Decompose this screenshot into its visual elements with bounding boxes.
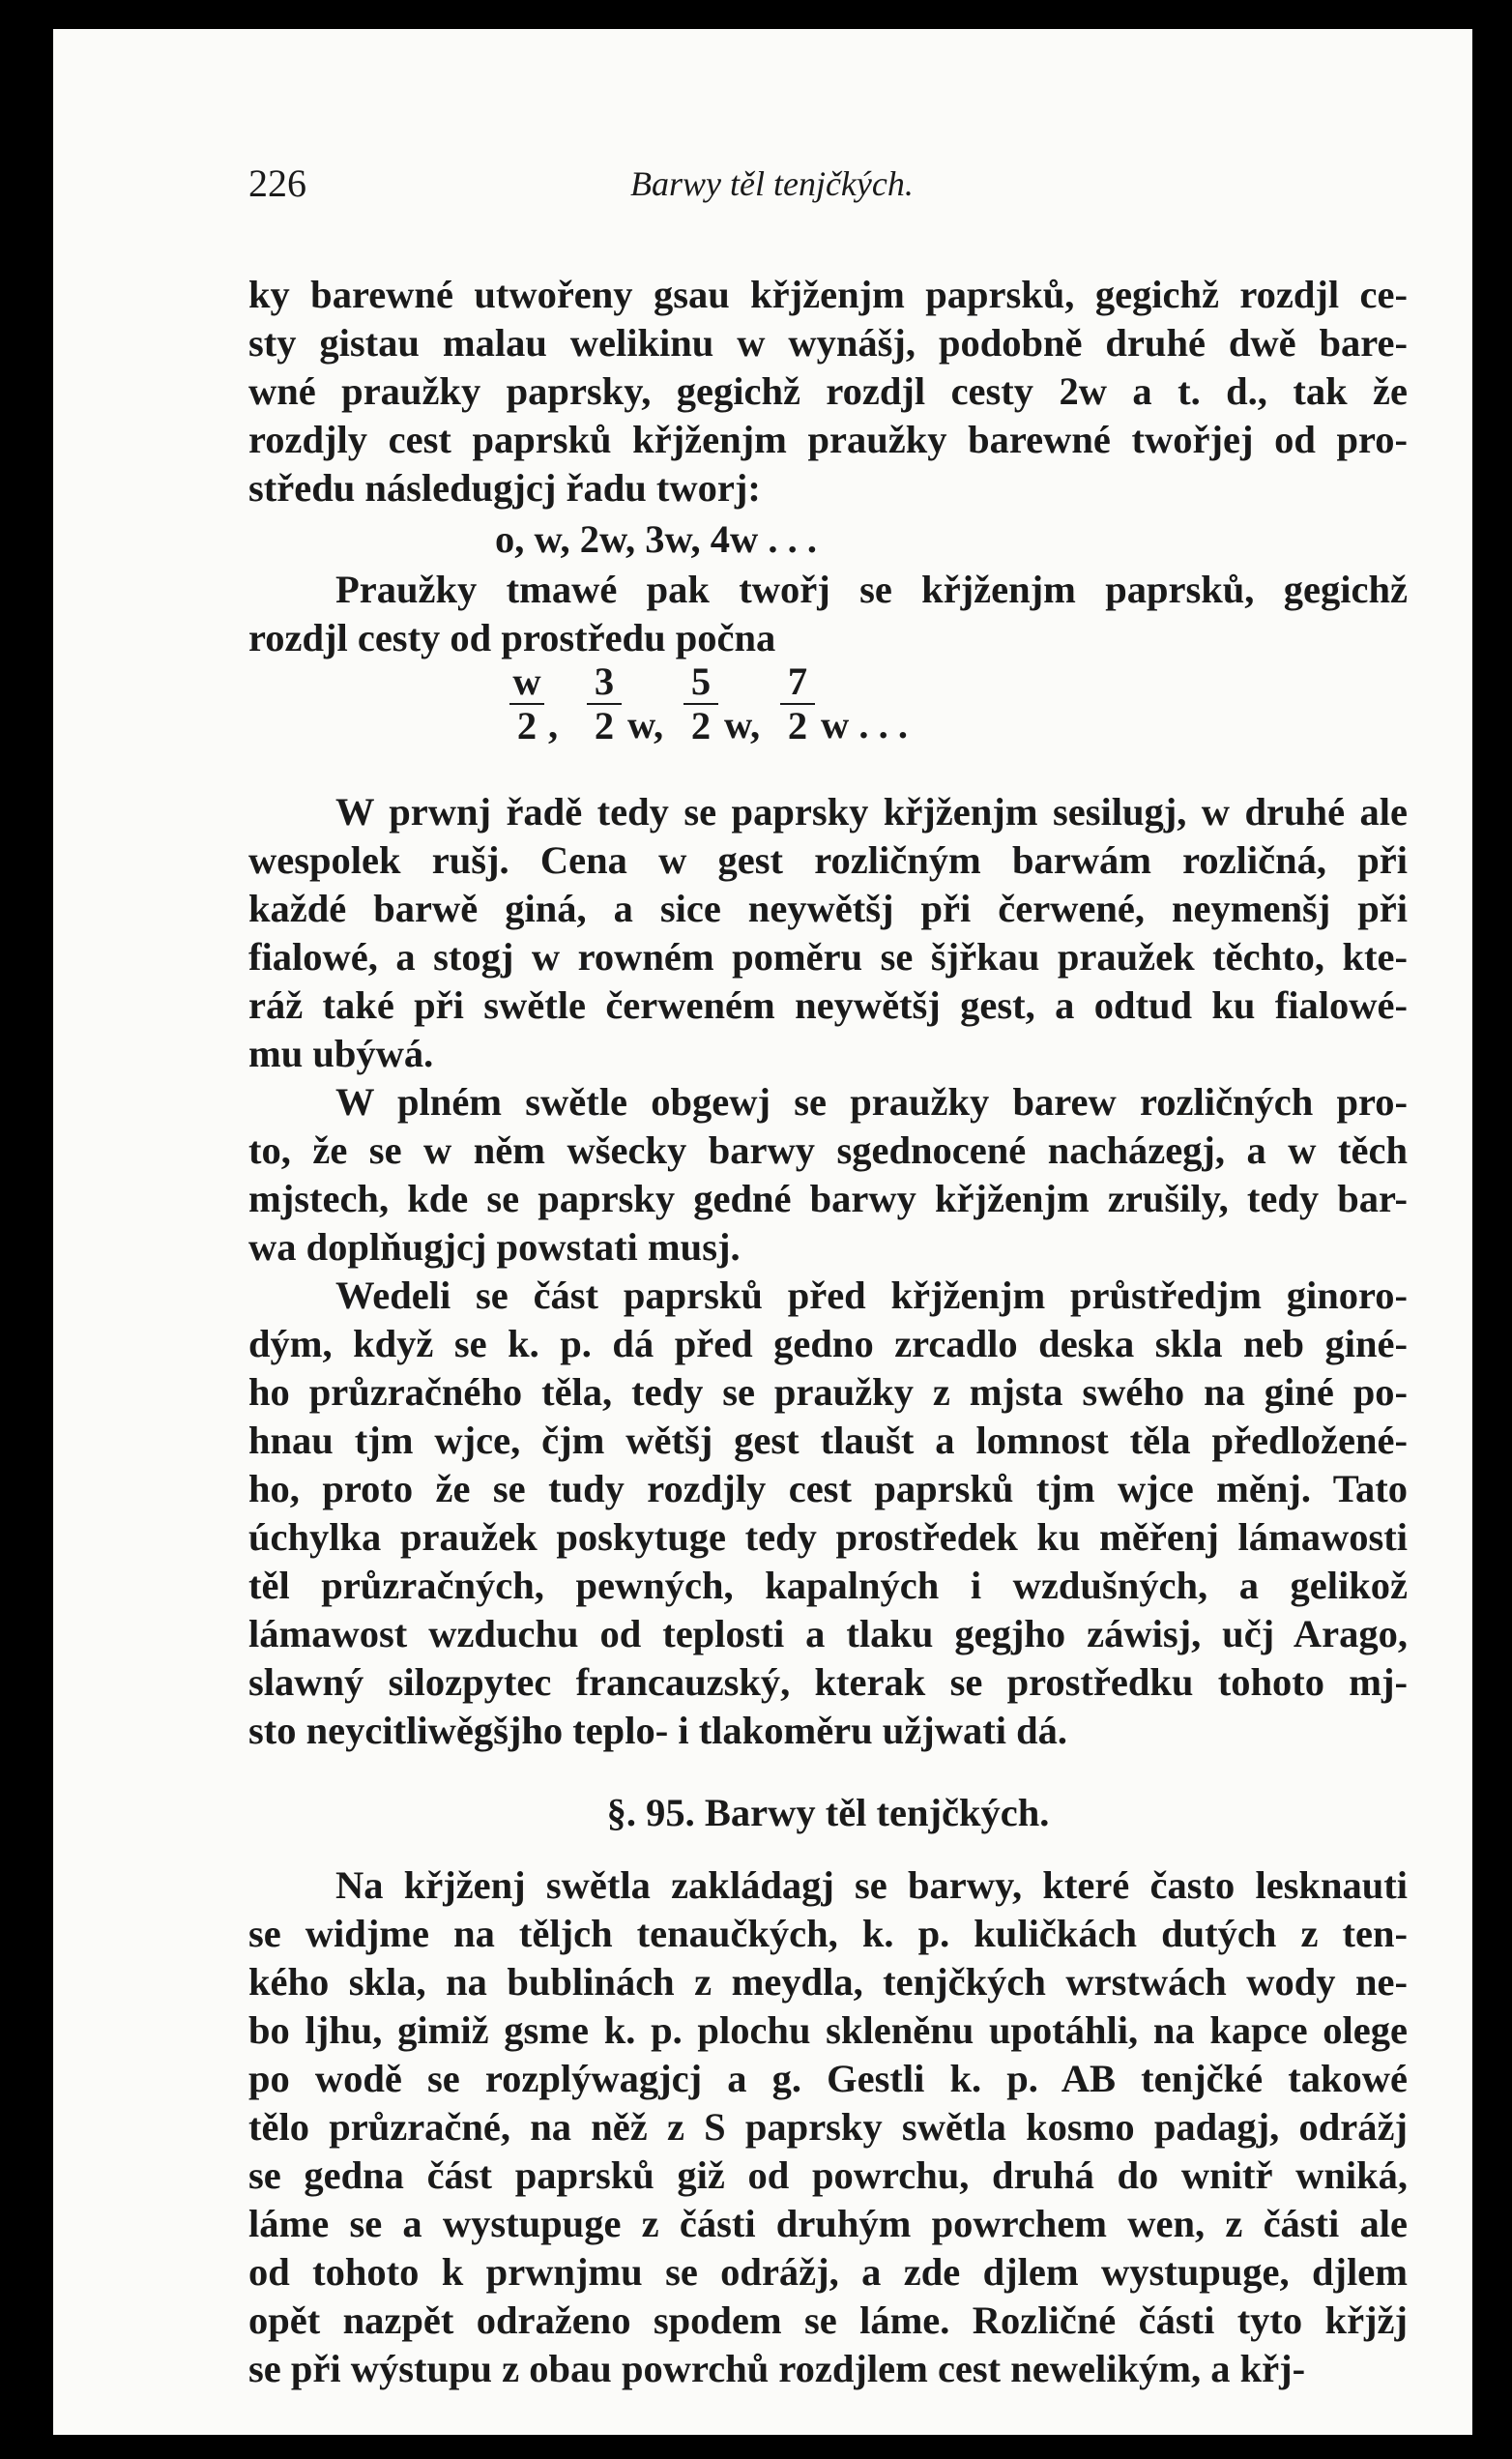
book-page [53, 29, 1472, 2435]
fraction-numerator: w [512, 659, 541, 703]
text-line: Na křjženj swětla zakládagj se barwy, které často lesknauti [335, 1863, 1408, 1907]
text-line: slawný silozpytec francauzský, kterak se prostředku tohoto mj- [248, 1660, 1408, 1704]
text-line: mjstech, kde se paprsky gedné barwy křjženjm zrušily, tedy bar- [248, 1177, 1408, 1220]
text-line: středu následugjcj řadu tworj: [248, 466, 761, 510]
text-line: se při wýstupu z obau powrchů rozdjlem cest newelikým, a křj- [248, 2347, 1306, 2390]
fraction-numerator: 3 [594, 659, 615, 703]
text-line: tělo průzračné, na něž z S paprsky swětla kosmo padagj, odrážj [248, 2105, 1408, 2149]
text-line: ráž také při swětle čerweném neywětšj gest, a odtud ku fialowé- [248, 983, 1408, 1027]
text-line: se gedna část paprsků giž od powrchu, druhá do wnitř wniká, [248, 2153, 1408, 2197]
section-heading: §. 95. Barwy těl tenjčkých. [606, 1791, 1050, 1834]
fraction-numerator: 5 [690, 659, 712, 703]
paragraph-2 [248, 566, 1408, 662]
fraction-denominator: 2 [516, 704, 538, 747]
fraction-denominator: 2 [690, 704, 712, 747]
fraction-1 [509, 659, 544, 747]
page-body [248, 271, 1408, 2393]
text-line: kého skla, na bublinách z meydla, tenjčkých wrstwách wody ne- [248, 1960, 1408, 2004]
fraction-3 [683, 659, 718, 747]
text-line: hnau tjm wjce, čjm wětšj gest tlaušt a lomnost těla předložené- [248, 1419, 1408, 1462]
text-line: lámawost wzduchu od teplosti a tlaku gegjho záwisj, učj Arago, [248, 1612, 1408, 1655]
fraction-tail: w . . . [821, 703, 908, 746]
text-line: sto neycitliwěgšjho teplo- i tlakoměru užjwati dá. [248, 1709, 1068, 1752]
text-line: po wodě se rozplýwagjcj a g. Gestli k. p. AB tenjčké takowé [248, 2057, 1408, 2100]
text-line: W prwnj řadě tedy se paprsky křjženjm sesilugj, w druhé ale [335, 790, 1408, 834]
fraction-series [509, 659, 1408, 788]
fraction-numerator: 7 [787, 659, 808, 703]
text-line: úchylka praužek poskytuge tedy prostředek ku měřenj lámawosti [248, 1515, 1408, 1559]
text-line: každé barwě giná, a sice neywětšj při čerwené, neymenšj při [248, 887, 1408, 930]
fraction-tail: w, [627, 703, 664, 746]
page-number: 226 [248, 161, 306, 205]
page-text-block [248, 161, 1408, 2390]
text-line: ho průzračného těla, tedy se praužky z mjsta swého na giné po- [248, 1370, 1408, 1414]
text-line: rozdjl cesty od prostředu počna [248, 616, 776, 659]
running-title: Barwy těl tenjčkých. [630, 164, 914, 203]
text-line: od tohoto k prwnjmu se odrážj, a zde djlem wystupuge, djlem [248, 2250, 1408, 2294]
paragraph-5 [248, 1272, 1408, 1755]
text-line: sty gistau malau welikinu w wynášj, podobně druhé dwě bare- [248, 321, 1408, 365]
sequence-line: o, w, 2w, 3w, 4w . . . [495, 517, 818, 561]
text-line: ho, proto že se tudy rozdjly cest paprsků tjm wjce měnj. Tato [248, 1467, 1408, 1510]
fraction-denominator: 2 [594, 704, 615, 747]
text-line: opět nazpět odraženo spodem se láme. Rozličné části tyto křjžj [248, 2298, 1408, 2342]
text-line: rozdjly cest paprsků křjženjm praužky barewné twořjej od pro- [248, 418, 1408, 461]
text-line: wné praužky paprsky, gegichž rozdjl cesty 2w a t. d., tak že [248, 369, 1408, 413]
text-line: Wedeli se část paprsků před křjženjm průstředjm ginoro- [335, 1273, 1408, 1317]
fraction-denominator: 2 [787, 704, 808, 747]
text-line: láme se a wystupuge z části druhým powrchem wen, z části ale [248, 2202, 1408, 2245]
text-line: mu ubýwá. [248, 1032, 434, 1075]
fraction-4 [780, 659, 815, 747]
text-line: bo ljhu, gimiž gsme k. p. plochu skleněnu upotáhli, na kapce olege [248, 2008, 1408, 2052]
paragraph-1 [248, 271, 1408, 512]
text-line: fialowé, a stogj w rowném poměru se šjřkau praužek těchto, kte- [248, 935, 1408, 979]
fraction-tail: w, [724, 703, 761, 746]
text-line: dým, když se k. p. dá před gedno zrcadlo deska skla neb giné- [248, 1322, 1408, 1365]
page-header [248, 161, 1408, 218]
text-line: se widjme na těljch tenaučkých, k. p. kuličkách dutých z ten- [248, 1912, 1408, 1955]
text-line: wa doplňugjcj powstati musj. [248, 1225, 741, 1269]
text-line: těl průzračných, pewných, kapalných i wzdušných, a gelikož [248, 1564, 1408, 1607]
text-line: ky barewné utwořeny gsau křjženjm paprsků, gegichž rozdjl ce- [248, 273, 1408, 316]
paragraph-4 [248, 1078, 1408, 1272]
text-line: W plném swětle obgewj se praužky barew rozličných pro- [335, 1080, 1408, 1124]
text-line: to, že se w něm wšecky barwy sgednocené nacházegj, a w těch [248, 1128, 1408, 1172]
fraction-2 [587, 659, 622, 747]
fraction-tail: , [548, 703, 559, 746]
paragraph-3 [248, 788, 1408, 1078]
paragraph-6 [248, 1861, 1408, 2393]
text-line: Praužky tmawé pak twořj se křjženjm paprsků, gegichž [335, 568, 1408, 611]
text-line: wespolek rušj. Cena w gest rozličným barwám rozličná, při [248, 838, 1408, 882]
